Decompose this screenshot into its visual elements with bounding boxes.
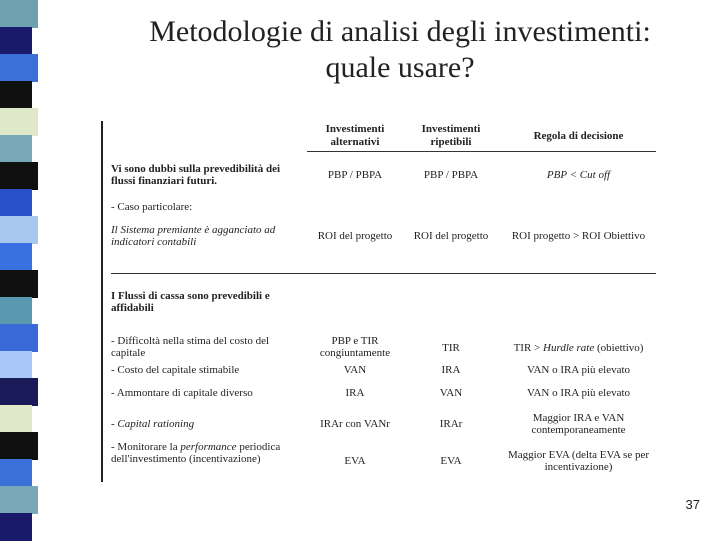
stripe-block (0, 270, 38, 298)
hurdle-rate-term: Hurdle rate (543, 342, 595, 354)
stripe-block (0, 513, 32, 541)
table-left-border (101, 121, 103, 482)
row-costo-label: - Costo del capitale stimabile (111, 364, 240, 376)
row-ammontare-regola: VAN o IRA più elevato (526, 387, 631, 399)
stripe-block (0, 378, 38, 406)
title-line-2: quale usare? (325, 51, 475, 84)
obiettivo-suffix: (obiettivo) (594, 342, 644, 354)
row-rationing-alternativi: IRAr con VANr (320, 418, 390, 430)
title-line-1: Metodologie di analisi degli investimenti: (149, 15, 651, 48)
section-divider (111, 273, 656, 274)
row-ammontare-label: - Ammontare di capitale diverso (111, 387, 253, 399)
stripe-block (0, 324, 38, 352)
stripe-block (0, 54, 38, 82)
stripe-block (0, 108, 38, 136)
stripe-block (0, 243, 32, 271)
performance-term: performance (180, 441, 237, 453)
row-ammontare-alternativi: IRA (345, 387, 365, 399)
header-regola: Regola di decisione (533, 130, 624, 142)
stripe-block (0, 162, 38, 190)
row-difficolta-label: - Difficoltà nella stima del costo del capitale (111, 335, 270, 359)
row-dubbi-regola: PBP < Cut off (546, 169, 611, 181)
page-number: 37 (685, 497, 700, 512)
row-premiante-ripetibili: ROI del progetto (413, 230, 489, 242)
row-rationing-ripetibili: IRAr (439, 418, 463, 430)
header-divider (307, 151, 656, 152)
row-dubbi-label: Vi sono dubbi sulla prevedibilità dei flussi finanziari futuri. (111, 163, 281, 187)
stripe-block (0, 81, 32, 109)
row-monitorare-label (111, 441, 291, 465)
row-ammontare-ripetibili: VAN (439, 387, 463, 399)
tir-prefix: TIR > (513, 342, 543, 354)
row-premiante-alternativi: ROI del progetto (317, 230, 393, 242)
stripe-block (0, 297, 32, 325)
stripe-block (0, 0, 38, 28)
stripe-block (0, 189, 32, 217)
stripe-block (0, 486, 38, 514)
row-dubbi-alternativi: PBP / PBPA (327, 169, 383, 181)
row-premiante-label: Il Sistema premiante è agganciato ad indicatori contabili (111, 224, 276, 248)
monitorare-suffix: periodica dell'investimento (incentivazione) (111, 441, 281, 465)
row-rationing-regola: Maggior IRA e VAN contemporaneamente (531, 412, 626, 436)
row-premiante-regola: ROI progetto > ROI Obiettivo (511, 230, 646, 242)
row-difficolta-ripetibili: TIR (442, 342, 460, 354)
decorative-stripe (0, 0, 66, 540)
row-caso-label: - Caso particolare: (111, 201, 193, 213)
row-monitorare-regola: Maggior EVA (delta EVA se per incentivazione) (507, 449, 650, 473)
row-difficolta-regola (501, 342, 656, 354)
row-flussi-label: I Flussi di cassa sono prevedibili e affidabili (111, 290, 270, 314)
stripe-block (0, 459, 32, 487)
row-dubbi-ripetibili: PBP / PBPA (423, 169, 479, 181)
row-difficolta-alternativi: PBP e TIR congiuntamente (319, 335, 391, 359)
row-monitorare-alternativi: EVA (344, 455, 366, 467)
slide-title (100, 14, 700, 86)
stripe-block (0, 216, 38, 244)
monitorare-prefix: - Monitorare la (111, 441, 181, 453)
stripe-block (0, 432, 38, 460)
header-ripetibili: Investimenti ripetibili (421, 123, 481, 148)
decision-table (101, 121, 656, 482)
row-rationing-label: - Capital rationing (111, 418, 195, 430)
stripe-block (0, 405, 32, 433)
row-costo-alternativi: VAN (343, 364, 367, 376)
stripe-block (0, 351, 32, 379)
header-alternativi: Investimenti alternativi (325, 123, 385, 148)
row-costo-regola: VAN o IRA più elevato (526, 364, 631, 376)
row-costo-ripetibili: IRA (441, 364, 461, 376)
stripe-block (0, 135, 32, 163)
row-monitorare-ripetibili: EVA (440, 455, 462, 467)
stripe-block (0, 27, 32, 55)
